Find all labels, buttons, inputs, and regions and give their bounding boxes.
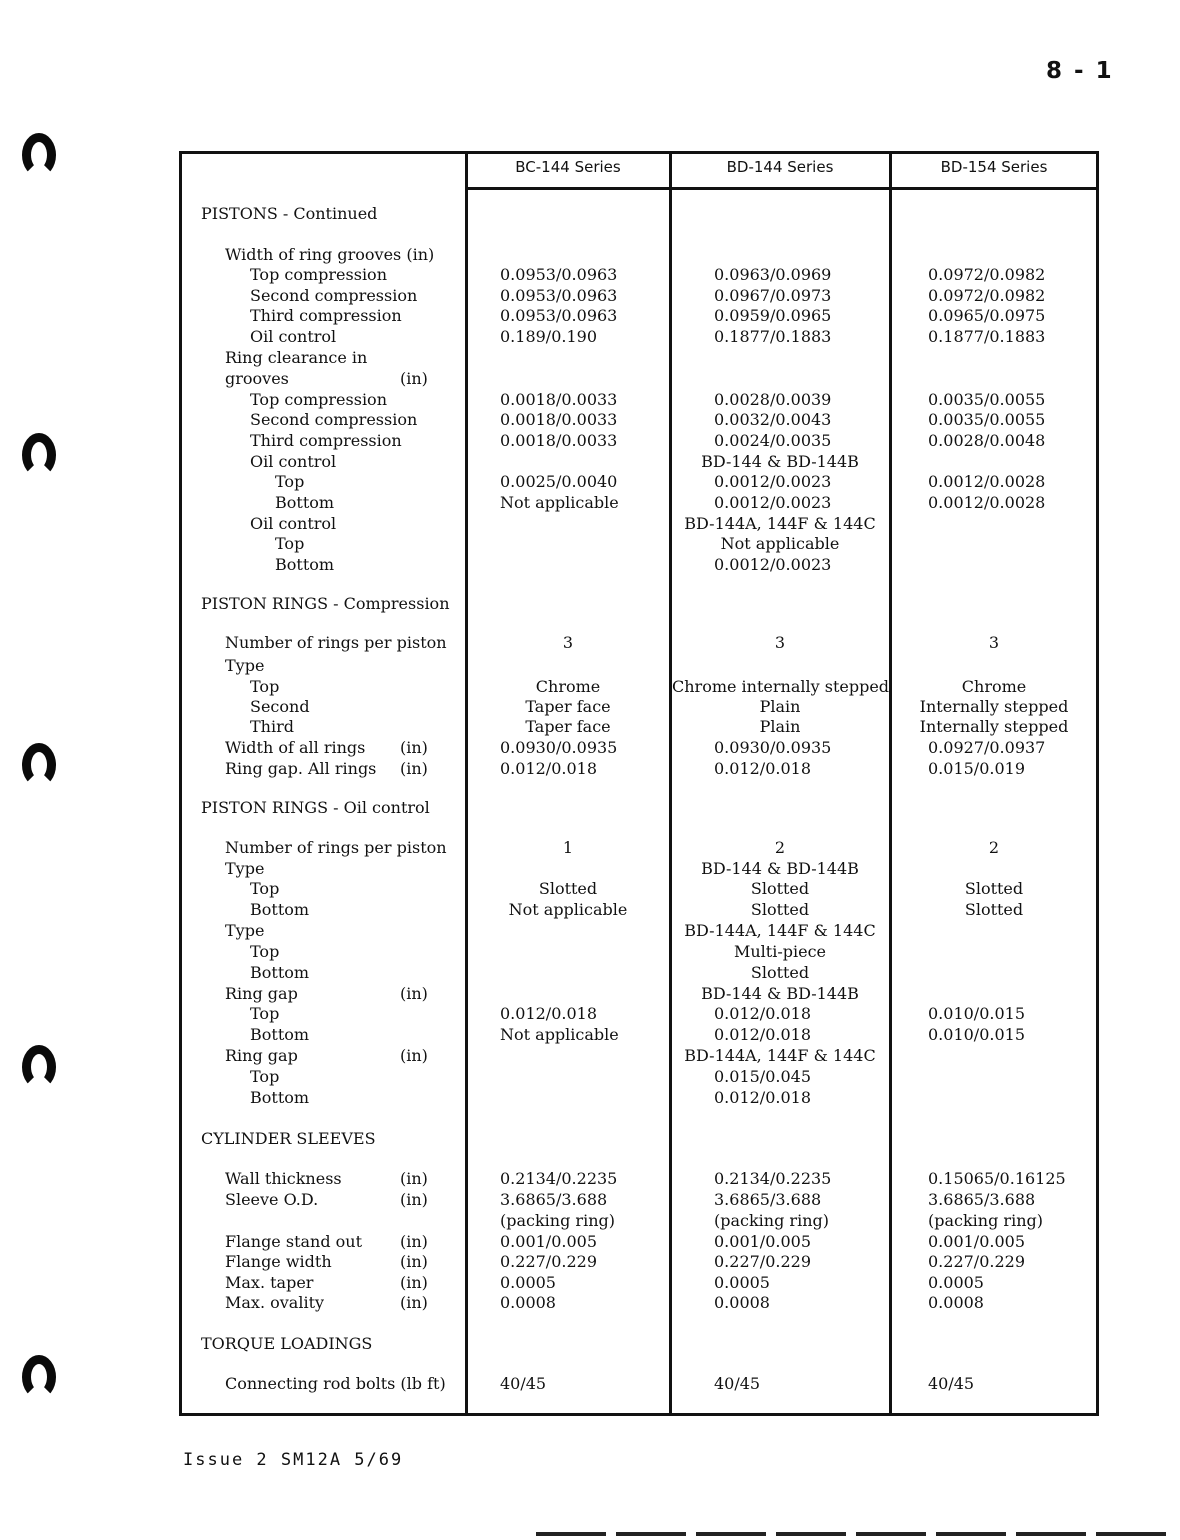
cell-bd144: 0.0032/0.0043 (714, 410, 832, 429)
row-label: Number of rings per piston (225, 633, 447, 652)
section-title: PISTONS - Continued (201, 204, 378, 223)
table-row (0, 899, 1180, 920)
table-row (0, 837, 1180, 858)
row-label: Bottom (250, 1088, 310, 1107)
section-heading (0, 203, 1180, 224)
cell-bd154: 0.0927/0.0937 (928, 738, 1046, 757)
row-label: Oil control (250, 452, 337, 471)
table-row (0, 1003, 1180, 1024)
section-title: PISTON RINGS - Compression (201, 594, 450, 613)
section-heading (0, 797, 1180, 818)
row-label: Bottom (275, 493, 335, 512)
row-label: grooves (225, 369, 289, 388)
table-row (0, 1066, 1180, 1087)
cell-bc144: Not applicable (500, 1025, 619, 1044)
cell-bd144: 0.0930/0.0935 (714, 738, 832, 757)
cell-bc144: 0.0025/0.0040 (500, 472, 618, 491)
table-row (0, 1272, 1180, 1293)
cell-bd144: BD-144 & BD-144B (701, 452, 859, 471)
table-row (0, 285, 1180, 306)
section-title: CYLINDER SLEEVES (201, 1129, 376, 1148)
cell-bd144: 0.012/0.018 (714, 1004, 811, 1023)
cell-bd144: 3 (774, 633, 786, 652)
cell-bd144: Not applicable (720, 534, 840, 553)
cell-bd144: Plain (759, 697, 801, 716)
row-label: Sleeve O.D. (225, 1190, 319, 1209)
unit-label: (in) (400, 1252, 428, 1271)
row-label: Flange stand out (225, 1232, 363, 1251)
table-row (0, 1373, 1180, 1394)
cell-bd154: (packing ring) (928, 1211, 1043, 1230)
cell-bd154: 0.1877/0.1883 (928, 327, 1046, 346)
cell-bc144: 0.0953/0.0963 (500, 265, 618, 284)
cell-bd154: 40/45 (928, 1374, 975, 1393)
table-row (0, 368, 1180, 389)
table-row (0, 941, 1180, 962)
row-label: Third compression (250, 431, 402, 450)
cell-bd154: 3.6865/3.688 (928, 1190, 1036, 1209)
table-row (0, 858, 1180, 879)
cell-bd154: Chrome (961, 677, 1027, 696)
row-label: Wall thickness (225, 1169, 342, 1188)
cell-bd154: 0.0005 (928, 1273, 984, 1292)
row-label: Flange width (225, 1252, 332, 1271)
cell-bd144: 0.0963/0.0969 (714, 265, 832, 284)
table-row (0, 533, 1180, 554)
table-row (0, 1087, 1180, 1108)
cell-bd144: BD-144A, 144F & 144C (684, 921, 876, 940)
cell-bd154: 0.0035/0.0055 (928, 390, 1046, 409)
cell-bd144: Plain (759, 717, 801, 736)
cell-bd154: 0.15065/0.16125 (928, 1169, 1066, 1188)
cell-bd154: 0.0972/0.0982 (928, 286, 1046, 305)
row-label: Bottom (250, 900, 310, 919)
table-row (0, 1045, 1180, 1066)
row-label: Top (250, 1067, 280, 1086)
cell-bc144: Taper face (525, 717, 611, 736)
cell-bd154: 2 (988, 838, 1000, 857)
cell-bd144: 0.0012/0.0023 (714, 555, 832, 574)
footer-issue: Issue 2 SM12A 5/69 (183, 1450, 404, 1470)
cell-bd144: BD-144A, 144F & 144C (684, 1046, 876, 1065)
unit-label: (in) (400, 1293, 428, 1312)
cell-bc144: 0.0008 (500, 1293, 556, 1312)
cell-bd144: Slotted (750, 963, 810, 982)
cell-bd144: 0.1877/0.1883 (714, 327, 832, 346)
row-label: Top (275, 472, 305, 491)
unit-label: (in) (400, 1169, 428, 1188)
row-label: Ring gap (225, 984, 298, 1003)
table-row (0, 716, 1180, 737)
table-row (0, 1210, 1180, 1231)
scan-artifact (536, 1532, 1176, 1536)
cell-bd144: Slotted (750, 900, 810, 919)
row-label: Width of all rings (225, 738, 366, 757)
table-row (0, 1168, 1180, 1189)
table-row (0, 737, 1180, 758)
table-row (0, 347, 1180, 368)
cell-bd154: Slotted (964, 879, 1024, 898)
row-label: Oil control (250, 514, 337, 533)
unit-label: (in) (400, 1046, 428, 1065)
row-label: Type (225, 859, 265, 878)
table-row (0, 326, 1180, 347)
table-row (0, 1231, 1180, 1252)
section-heading (0, 1128, 1180, 1149)
cell-bd144: BD-144A, 144F & 144C (684, 514, 876, 533)
table-row (0, 389, 1180, 410)
cell-bc144: 0.0953/0.0963 (500, 286, 618, 305)
cell-bc144: 0.0018/0.0033 (500, 431, 618, 450)
unit-label: (in) (400, 759, 428, 778)
cell-bd144: 0.015/0.045 (714, 1067, 811, 1086)
table-row (0, 244, 1180, 265)
cell-bd154: 0.010/0.015 (928, 1025, 1025, 1044)
row-label: Top (275, 534, 305, 553)
section-title: TORQUE LOADINGS (201, 1334, 373, 1353)
cell-bc144: 0.012/0.018 (500, 1004, 597, 1023)
cell-bd144: Chrome internally stepped (672, 677, 890, 696)
cell-bd144: 0.0012/0.0023 (714, 493, 832, 512)
cell-bd144: 0.012/0.018 (714, 1025, 811, 1044)
unit-label: (in) (400, 738, 428, 757)
cell-bd154: 0.0028/0.0048 (928, 431, 1046, 450)
cell-bc144: 0.227/0.229 (500, 1252, 597, 1271)
cell-bd154: 0.227/0.229 (928, 1252, 1025, 1271)
row-label: Second (250, 697, 310, 716)
cell-bd154: Slotted (964, 900, 1024, 919)
row-label: Top (250, 1004, 280, 1023)
binder-hole (22, 133, 56, 177)
row-label: Top (250, 677, 280, 696)
table-row (0, 983, 1180, 1004)
column-header-bc144: BC-144 Series (515, 158, 621, 176)
row-label: Width of ring grooves (in) (225, 245, 435, 264)
cell-bc144: 0.0018/0.0033 (500, 410, 618, 429)
section-heading (0, 593, 1180, 614)
cell-bd144: 40/45 (714, 1374, 761, 1393)
cell-bc144: Taper face (525, 697, 611, 716)
cell-bd144: 0.0028/0.0039 (714, 390, 832, 409)
table-row (0, 492, 1180, 513)
cell-bc144: 3 (562, 633, 574, 652)
cell-bd144: Multi-piece (733, 942, 826, 961)
cell-bd154: 0.015/0.019 (928, 759, 1025, 778)
row-label: Connecting rod bolts (lb ft) (225, 1374, 446, 1393)
cell-bc144: 0.012/0.018 (500, 759, 597, 778)
row-label: Max. taper (225, 1273, 314, 1292)
cell-bc144: 40/45 (500, 1374, 547, 1393)
table-row (0, 962, 1180, 983)
column-header-bd144: BD-144 Series (726, 158, 834, 176)
table-row (0, 878, 1180, 899)
unit-label: (in) (400, 369, 428, 388)
row-label: Ring gap. All rings (225, 759, 377, 778)
table-row (0, 1189, 1180, 1210)
unit-label: (in) (400, 1190, 428, 1209)
table-row (0, 632, 1180, 653)
cell-bd144: 0.0024/0.0035 (714, 431, 832, 450)
cell-bd144: 0.012/0.018 (714, 1088, 811, 1107)
cell-bd144: BD-144 & BD-144B (701, 984, 859, 1003)
cell-bd154: Internally stepped (919, 717, 1069, 736)
cell-bd144: (packing ring) (714, 1211, 829, 1230)
cell-bd144: 0.0967/0.0973 (714, 286, 832, 305)
table-row (0, 409, 1180, 430)
cell-bc144: 0.001/0.005 (500, 1232, 597, 1251)
table-row (0, 451, 1180, 472)
row-label: Max. ovality (225, 1293, 325, 1312)
row-label: Second compression (250, 286, 418, 305)
cell-bd144: Slotted (750, 879, 810, 898)
table-row (0, 1251, 1180, 1272)
cell-bc144: 1 (562, 838, 574, 857)
cell-bd144: 3.6865/3.688 (714, 1190, 822, 1209)
cell-bd154: 0.001/0.005 (928, 1232, 1025, 1251)
cell-bd154: 0.0012/0.0028 (928, 493, 1046, 512)
table-row (0, 554, 1180, 575)
cell-bd144: 0.2134/0.2235 (714, 1169, 832, 1188)
table-row (0, 513, 1180, 534)
cell-bd154: 0.010/0.015 (928, 1004, 1025, 1023)
cell-bd144: 2 (774, 838, 786, 857)
page-number: 8 - 1 (1046, 58, 1114, 84)
row-label: Top compression (250, 390, 387, 409)
column-header-bd154: BD-154 Series (940, 158, 1048, 176)
cell-bd144: 0.0959/0.0965 (714, 306, 832, 325)
cell-bc144: Slotted (538, 879, 598, 898)
cell-bd144: 0.0005 (714, 1273, 770, 1292)
cell-bd144: BD-144 & BD-144B (701, 859, 859, 878)
row-label: Third compression (250, 306, 402, 325)
cell-bd154: 0.0965/0.0975 (928, 306, 1046, 325)
cell-bc144: Chrome (535, 677, 601, 696)
unit-label: (in) (400, 1273, 428, 1292)
row-label: Ring gap (225, 1046, 298, 1065)
row-label: Top (250, 942, 280, 961)
cell-bc144: 0.0930/0.0935 (500, 738, 618, 757)
table-row (0, 1292, 1180, 1313)
table-row (0, 758, 1180, 779)
row-label: Oil control (250, 327, 337, 346)
row-label: Type (225, 656, 265, 675)
cell-bd144: 0.012/0.018 (714, 759, 811, 778)
cell-bd144: 0.001/0.005 (714, 1232, 811, 1251)
row-label: Third (250, 717, 294, 736)
row-label: Bottom (275, 555, 335, 574)
cell-bc144: (packing ring) (500, 1211, 615, 1230)
cell-bd144: 0.227/0.229 (714, 1252, 811, 1271)
cell-bc144: 0.0005 (500, 1273, 556, 1292)
cell-bc144: 0.189/0.190 (500, 327, 597, 346)
cell-bd154: 0.0008 (928, 1293, 984, 1312)
table-row (0, 305, 1180, 326)
cell-bd154: 0.0972/0.0982 (928, 265, 1046, 284)
cell-bd144: 0.0012/0.0023 (714, 472, 832, 491)
section-heading (0, 1333, 1180, 1354)
row-label: Bottom (250, 1025, 310, 1044)
row-label: Top (250, 879, 280, 898)
section-title: PISTON RINGS - Oil control (201, 798, 430, 817)
cell-bc144: 0.0953/0.0963 (500, 306, 618, 325)
cell-bd154: 3 (988, 633, 1000, 652)
cell-bd154: 0.0035/0.0055 (928, 410, 1046, 429)
row-label: Bottom (250, 963, 310, 982)
row-label: Type (225, 921, 265, 940)
table-row (0, 430, 1180, 451)
table-row (0, 920, 1180, 941)
cell-bd154: Internally stepped (919, 697, 1069, 716)
row-label: Second compression (250, 410, 418, 429)
table-row (0, 676, 1180, 697)
table-row (0, 1024, 1180, 1045)
unit-label: (in) (400, 984, 428, 1003)
cell-bd144: 0.0008 (714, 1293, 770, 1312)
table-row (0, 264, 1180, 285)
unit-label: (in) (400, 1232, 428, 1251)
cell-bc144: Not applicable (500, 493, 619, 512)
row-label: Top compression (250, 265, 387, 284)
table-row (0, 696, 1180, 717)
cell-bd154: 0.0012/0.0028 (928, 472, 1046, 491)
cell-bc144: 0.2134/0.2235 (500, 1169, 618, 1188)
row-label: Ring clearance in (225, 348, 368, 367)
cell-bc144: 3.6865/3.688 (500, 1190, 608, 1209)
table-row (0, 471, 1180, 492)
table-row (0, 655, 1180, 676)
header-divider (466, 187, 1099, 190)
cell-bc144: 0.0018/0.0033 (500, 390, 618, 409)
cell-bc144: Not applicable (508, 900, 628, 919)
row-label: Number of rings per piston (225, 838, 447, 857)
